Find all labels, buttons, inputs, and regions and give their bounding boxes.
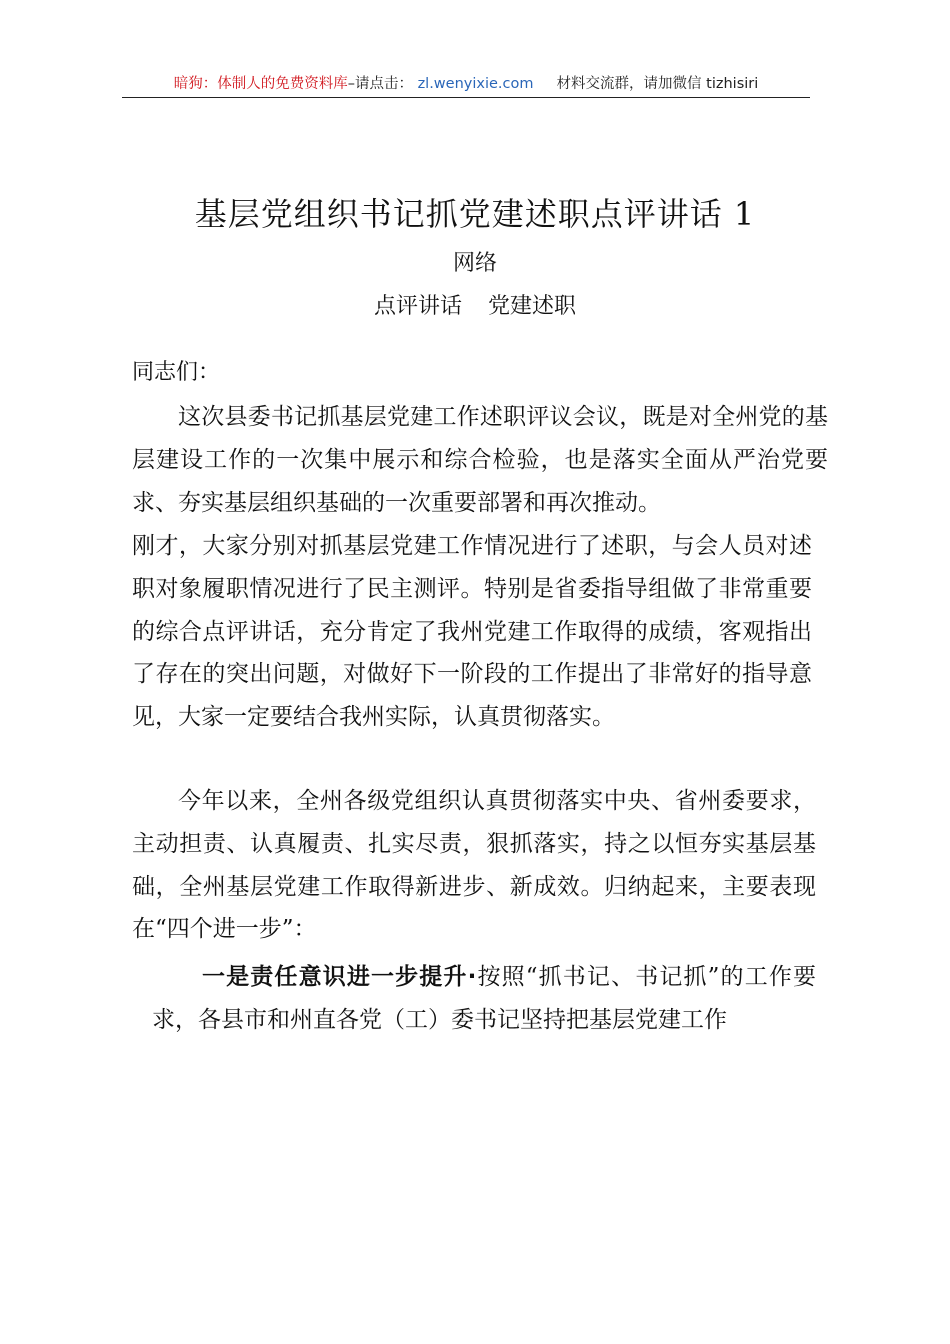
paragraph-4-text: 按照“抓书记、书记抓”的工作要求，各县市和州直各党（工）委书记坚持把基层党建工作 <box>152 964 816 1033</box>
header-divider <box>122 97 810 98</box>
header-prompt: –请点击： <box>347 76 413 92</box>
header-contact: 材料交流群，请加微信 tizhisiri <box>556 76 759 92</box>
paragraph-4 <box>152 956 816 1042</box>
header-url-link[interactable]: zl.wenyixie.com <box>417 76 534 92</box>
document-keywords <box>0 292 950 322</box>
document-author: 网络 <box>452 251 497 276</box>
paragraph-4-heading: 一是责任意识进一步提升· <box>202 964 477 990</box>
keyword: 点评讲话 <box>373 294 462 319</box>
page-header <box>122 74 810 94</box>
salutation: 同志们： <box>132 360 221 385</box>
header-brand: 暗狗：体制人的免费资料库 <box>173 76 348 92</box>
keyword: 党建述职 <box>488 294 577 319</box>
paragraph-1: 这次县委书记抓基层党建工作述职评议会议，既是对全州党的基层建设工作的一次集中展示和综合检验，也是落实全面从严治党要求、夯实基层组织基础的一次重要部署和再次推动。 <box>132 404 828 516</box>
document-title: 基层党组织书记抓党建述职点评讲话 1 <box>194 195 756 233</box>
paragraph-3: 今年以来，全州各级党组织认真贯彻落实中央、省州委要求，主动担责、认真履责、扎实尽责，狠抓落实，持之以恒夯实基层基础，全州基层党建工作取得新进步、新成效。归纳起来，主要表现在“四个进一步”： <box>132 788 816 943</box>
paragraph-2: 刚才，大家分别对抓基层党建工作情况进行了述职，与会人员对述职对象履职情况进行了民主测评。特别是省委指导组做了非常重要的综合点评讲话，充分肯定了我州党建工作取得的成绩，客观指出了存在的突出问题，对做好下一阶段的工作提出了非常好的指导意见，大家一定要结合我州实际，认真贯彻落实。 <box>132 533 812 731</box>
